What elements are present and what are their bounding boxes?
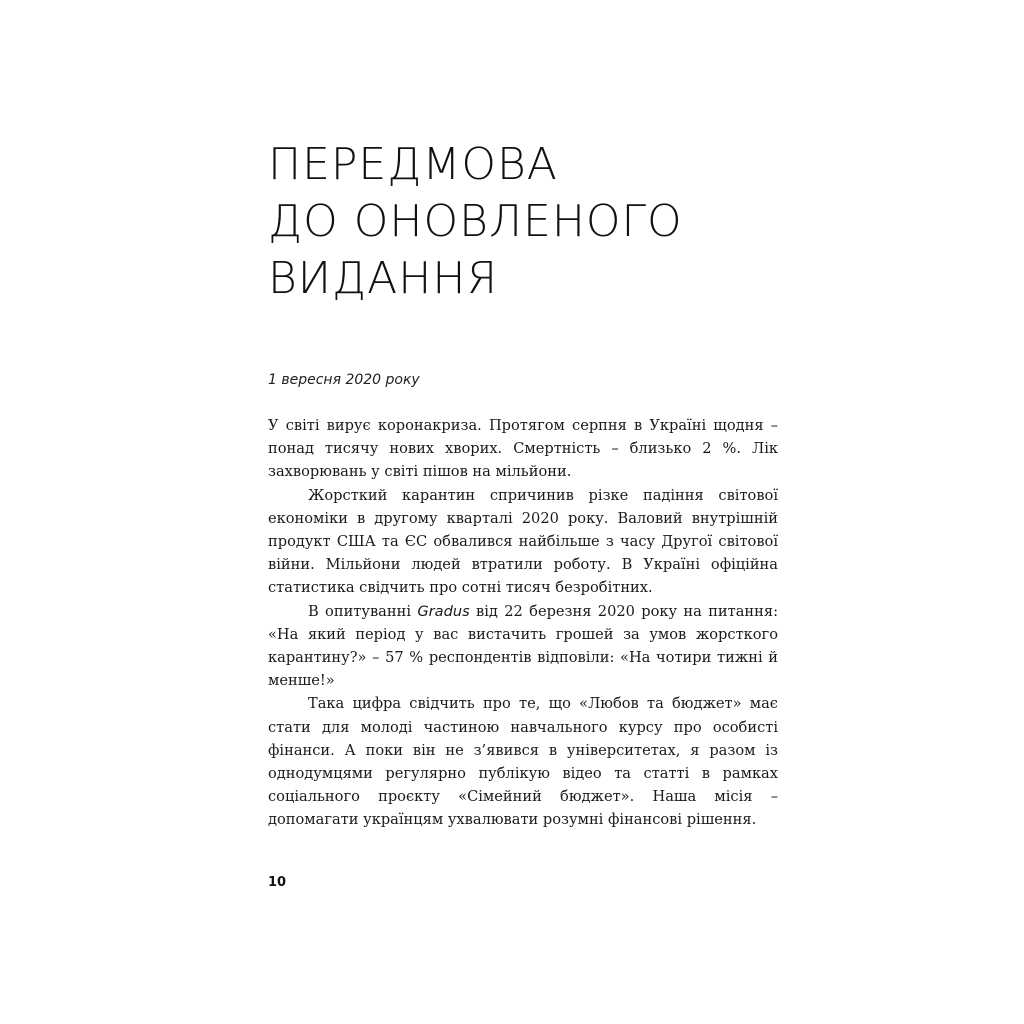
paragraph-text: від 22 березня 2020 року на питання: «На який період у вас вистачить грошей за умов жорсткого карантину?» – 57 % респондентів відповіли: «На чотири тижні й менше!» xyxy=(268,602,778,690)
paragraph xyxy=(268,600,778,693)
paragraph-text: В опитуванні xyxy=(308,602,418,620)
chapter-title xyxy=(268,136,683,307)
chapter-title-line: ВИДАННЯ xyxy=(268,253,499,304)
body-text xyxy=(268,414,778,832)
chapter-title-line: ПЕРЕДМОВА xyxy=(268,139,558,190)
preface-date: 1 вересня 2020 року xyxy=(268,372,420,388)
paragraph: У світі вирує коронакриза. Протягом серпня в Україні щодня – понад тисячу нових хворих. Смертність – близько 2 %. Лік захворювань у світі пішов на мільйони. xyxy=(268,417,778,481)
survey-name: Gradus xyxy=(417,602,470,620)
chapter-title-line: ДО ОНОВЛЕНОГО xyxy=(268,196,683,247)
paragraph: Така цифра свідчить про те, що «Любов та бюджет» має стати для молоді частиною навчального курсу про особисті фінанси. А поки він не з’явився в університетах, я разом із однодумцями регулярно публікую відео та статті в рамках соціального проєкту «Сімейний бюджет». Наша місія – допомагати українцям ухвалювати розумні фінансові рішення. xyxy=(268,695,778,829)
page-number: 10 xyxy=(268,875,287,890)
paragraph: Жорсткий карантин спричинив різке падіння світової економіки в другому кварталі 2020 року. Валовий внутрішній продукт США та ЄС обвалився найбільше з часу Другої світової війни. Мільйони людей втратили роботу. В Україні офіційна статистика свідчить про сотні тисяч безробітних. xyxy=(268,486,778,597)
